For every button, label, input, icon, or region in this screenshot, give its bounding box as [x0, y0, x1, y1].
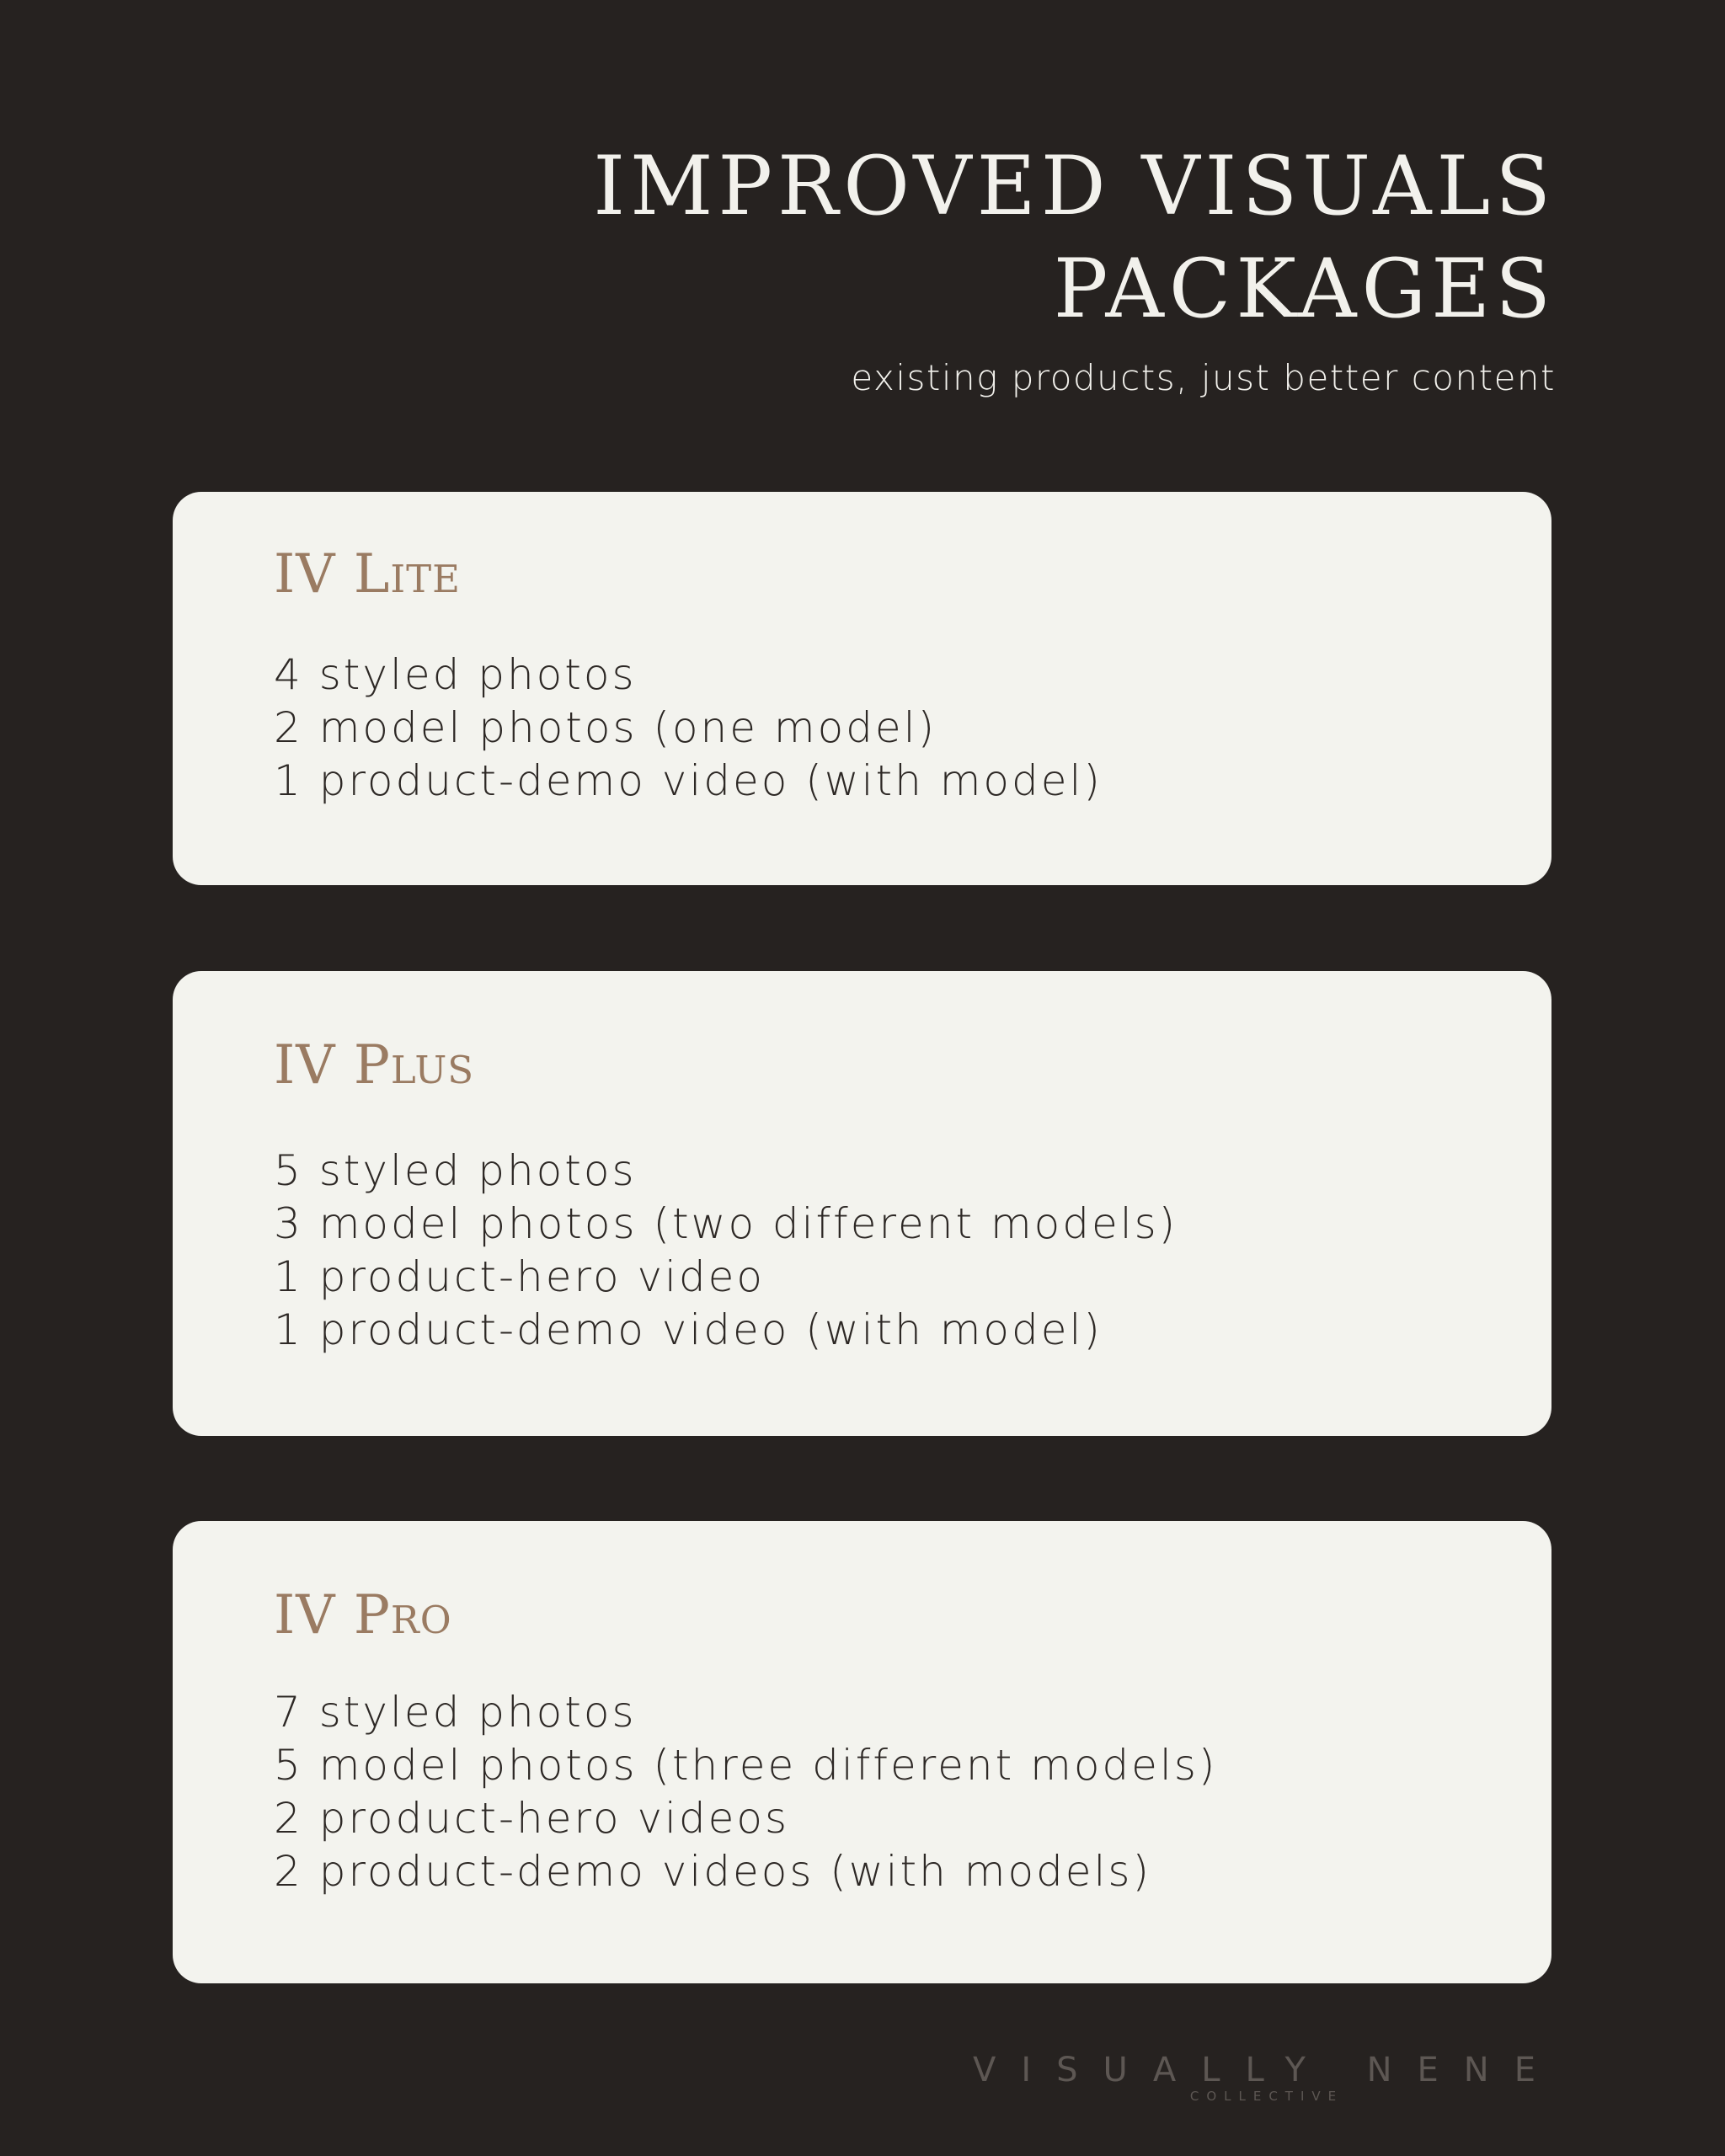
page-title-line-1: IMPROVED VISUALS	[593, 139, 1556, 233]
list-item: 2 product-demo videos (with models)	[274, 1847, 1151, 1896]
list-item: 3 model photos (two different models)	[274, 1199, 1178, 1248]
page-subtitle: existing products, just better content	[851, 357, 1556, 398]
page-title	[377, 135, 1556, 340]
list-item: 7 styled photos	[274, 1688, 637, 1737]
page-title-line-2: PACKAGES	[1053, 242, 1556, 336]
package-title: IV Pro	[274, 1584, 452, 1646]
package-card-plus	[173, 971, 1551, 1436]
package-title: IV Plus	[274, 1034, 475, 1097]
page-header	[377, 135, 1556, 398]
package-items	[274, 1145, 1178, 1357]
package-items	[274, 1686, 1217, 1898]
list-item: 4 styled photos	[274, 650, 637, 699]
list-item: 2 product-hero videos	[274, 1794, 790, 1843]
list-item: 5 styled photos	[274, 1146, 637, 1195]
list-item: 1 product-demo video (with model)	[274, 1305, 1103, 1354]
list-item: 2 model photos (one model)	[274, 703, 937, 752]
brand-logo	[973, 2053, 1561, 2104]
list-item: 1 product-hero video	[274, 1252, 766, 1301]
package-items	[274, 648, 1103, 808]
brand-tagline: COLLECTIVE	[1189, 2089, 1344, 2104]
package-title: IV Lite	[274, 543, 461, 606]
package-card-pro	[173, 1521, 1551, 1983]
list-item: 1 product-demo video (with model)	[274, 756, 1103, 805]
package-card-lite	[173, 492, 1551, 885]
brand-name: VISUALLY NENE	[973, 2051, 1561, 2089]
list-item: 5 model photos (three different models)	[274, 1741, 1218, 1790]
